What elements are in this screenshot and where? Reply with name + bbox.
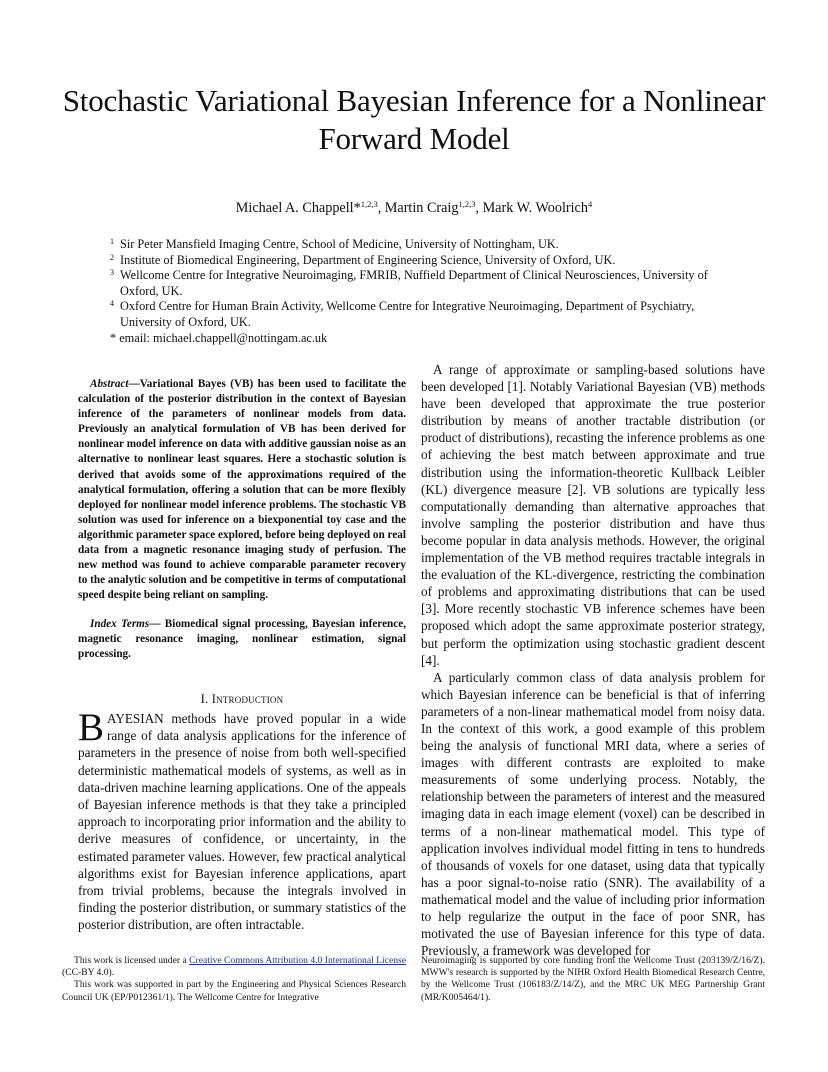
corresponding-email: * email: michael.chappell@nottingam.ac.uk xyxy=(110,330,328,345)
introduction-paragraph-3: A particularly common class of data analysis problem for which Bayesian inference can be beneficial is that of inferring parameters of a non-linear mathematical model from noisy data. In the context of this work, a good example of this problem being the analysis of functional MRI data, where a series of images with different contrasts are exploited to make measurements of some underlying process. Notably, the relationship between the parameters of interest and the measured imaging data in each image element (voxel) can be described in terms of a non-linear mathematical model. This type of application involves individual model fitting in tens to hundreds of thousands of voxels for one dataset, using data that typically has a poor signal-to-noise ratio (SNR). The availability of a mathematical model and the value of including prior information to help regularize the output in the face of poor SNR, has motivated the use of Bayesian inference for this type of data. Previously, a framework was developed for xyxy=(421,669,765,959)
affiliation-number: 1 xyxy=(110,237,114,246)
license-footnote xyxy=(62,955,406,979)
affiliation-text: Wellcome Centre for Integrative Neuroimaging, FMRIB, Nuffield Department of Clinical Neurosciences, University of Oxford, UK. xyxy=(120,268,708,298)
author-affiliation-marker: 1,2,3 xyxy=(458,199,476,209)
introduction-paragraph-2: A range of approximate or sampling-based solutions have been developed [1]. Notably Variational Bayesian (VB) methods have been developed that approximate the true posterior distribution by means of another tractable distribution (or product of distributions), recasting the inference problems as one of achieving the best match between approximate and true distribution using the information-theoretic Kullback Leibler (KL) divergence measure [2]. VB solutions are typically less computationally demanding than alternative approaches that involve sampling the posterior distribution and have thus become popular in data analysis methods. However, the original implementation of the VB method requires tractable integrals in the evaluation of the KL-divergence, restricting the combination of problems and approximating distributions that can be used [3]. More recently stochastic VB inference schemes have been proposed which adopt the same approximate posterior strategy, but perform the optimization using stochastic gradient descent [4]. xyxy=(421,362,765,668)
footnote-left xyxy=(62,955,406,1004)
affiliation-text: Sir Peter Mansfield Imaging Centre, School of Medicine, University of Nottingham, UK. xyxy=(120,237,559,251)
author-name: Michael A. Chappell* xyxy=(235,200,361,216)
affiliation-list xyxy=(110,237,730,346)
author-separator: , xyxy=(475,200,483,216)
abstract-label: Abstract xyxy=(90,378,129,390)
author-name: Mark W. Woolrich xyxy=(482,200,588,216)
abstract-dash: — xyxy=(128,378,140,390)
introduction-paragraph-1 xyxy=(78,706,406,934)
author-list xyxy=(60,199,768,217)
drop-cap: B xyxy=(78,706,105,749)
abstract-text: Variational Bayes (VB) has been used to facilitate the calculation of the posterior distribution in the context of Bayesian inference of the parameters of nonlinear models from data. Previously an analytical formulation of VB has been derived for nonlinear model inference on data with additive gaussian noise as an alternative to nonlinear least squares. Here a stochastic solution is derived that avoids some of the approximations required of the analytical formulation, offering a solution that can be more flexibly deployed for nonlinear model inference problems. The stochastic VB solution was used for inference on a biexponential toy case and the algorithmic parameter space explored, before being deployed on real data from a magnetic resonance imaging study of perfusion. The new method was found to achieve comparable parameter recovery to the analytic solution and be competitive in terms of computational speed despite being reliant on sampling. xyxy=(78,378,406,602)
author-separator: , xyxy=(377,200,385,216)
author-affiliation-marker: 4 xyxy=(587,199,593,209)
index-terms-dash: — xyxy=(149,618,165,630)
affiliation-item xyxy=(110,268,730,299)
affiliation-number: 2 xyxy=(110,252,114,262)
affiliation-item xyxy=(110,253,730,269)
index-terms-label: Index Terms xyxy=(90,618,150,630)
funding-footnote-left: This work was supported in part by the Engineering and Physical Sciences Research Council UK (EP/P012361/1). The Wellcome Centre for Integrative xyxy=(62,979,406,1003)
abstract xyxy=(78,377,406,603)
funding-footnote-right: Neuroimaging is supported by core funding from the Wellcome Trust (203139/Z/16/Z). MWW's research is supported by the NIHR Oxford Health Biomedical Research Centre, by the Wellcome Trust (106183/Z/14/Z), and the MRC UK MEG Partnership Grant (MR/K005464/1). xyxy=(421,955,765,1003)
license-prefix: This work is licensed under a xyxy=(74,955,190,966)
author-affiliation-marker: 1,2,3 xyxy=(360,199,378,209)
paragraph-text: AYESIAN methods have proved popular in a wide range of data analysis applications for the inference of parameters in the presence of noise from both well-specified deterministic mathematical models of systems, as well as in data-driven machine learning applications. One of the appeals of Bayesian inference methods is that they take a principled approach to incorporating prior information and the ability to derive measures of confidence, or uncertainty, in the estimated parameter values. However, few practical analytical algorithms exist for Bayesian inference applications, apart from trivial problems, because the integrals involved in finding the posterior distribution, or summary statistics of the posterior distribution, are often intractable. xyxy=(78,711,406,933)
footnote-right xyxy=(421,955,765,1004)
affiliation-item xyxy=(110,237,730,253)
affiliation-item xyxy=(110,299,730,330)
affiliation-number: 4 xyxy=(110,299,114,309)
index-terms-text: Biomedical signal processing, Bayesian inference, magnetic resonance imaging, nonlinear estimation, signal processing. xyxy=(78,618,406,661)
section-heading-introduction: I. Introduction xyxy=(200,692,284,706)
right-column-body xyxy=(421,361,765,959)
affiliation-text: Institute of Biomedical Engineering, Department of Engineering Science, University of Oxford, UK. xyxy=(120,252,616,267)
license-link[interactable]: Creative Commons Attribution 4.0 International License xyxy=(189,955,406,966)
index-terms xyxy=(78,617,406,662)
paper-title: Stochastic Variational Bayesian Inference for a Nonlinear Forward Model xyxy=(62,83,766,156)
author-name: Martin Craig xyxy=(384,200,459,216)
license-suffix: (CC-BY 4.0). xyxy=(62,967,115,979)
affiliation-number: 3 xyxy=(110,268,114,278)
affiliation-text: Oxford Centre for Human Brain Activity, Wellcome Centre for Integrative Neuroimaging, Department of Psychiatry, University of Oxford, UK. xyxy=(120,299,695,329)
